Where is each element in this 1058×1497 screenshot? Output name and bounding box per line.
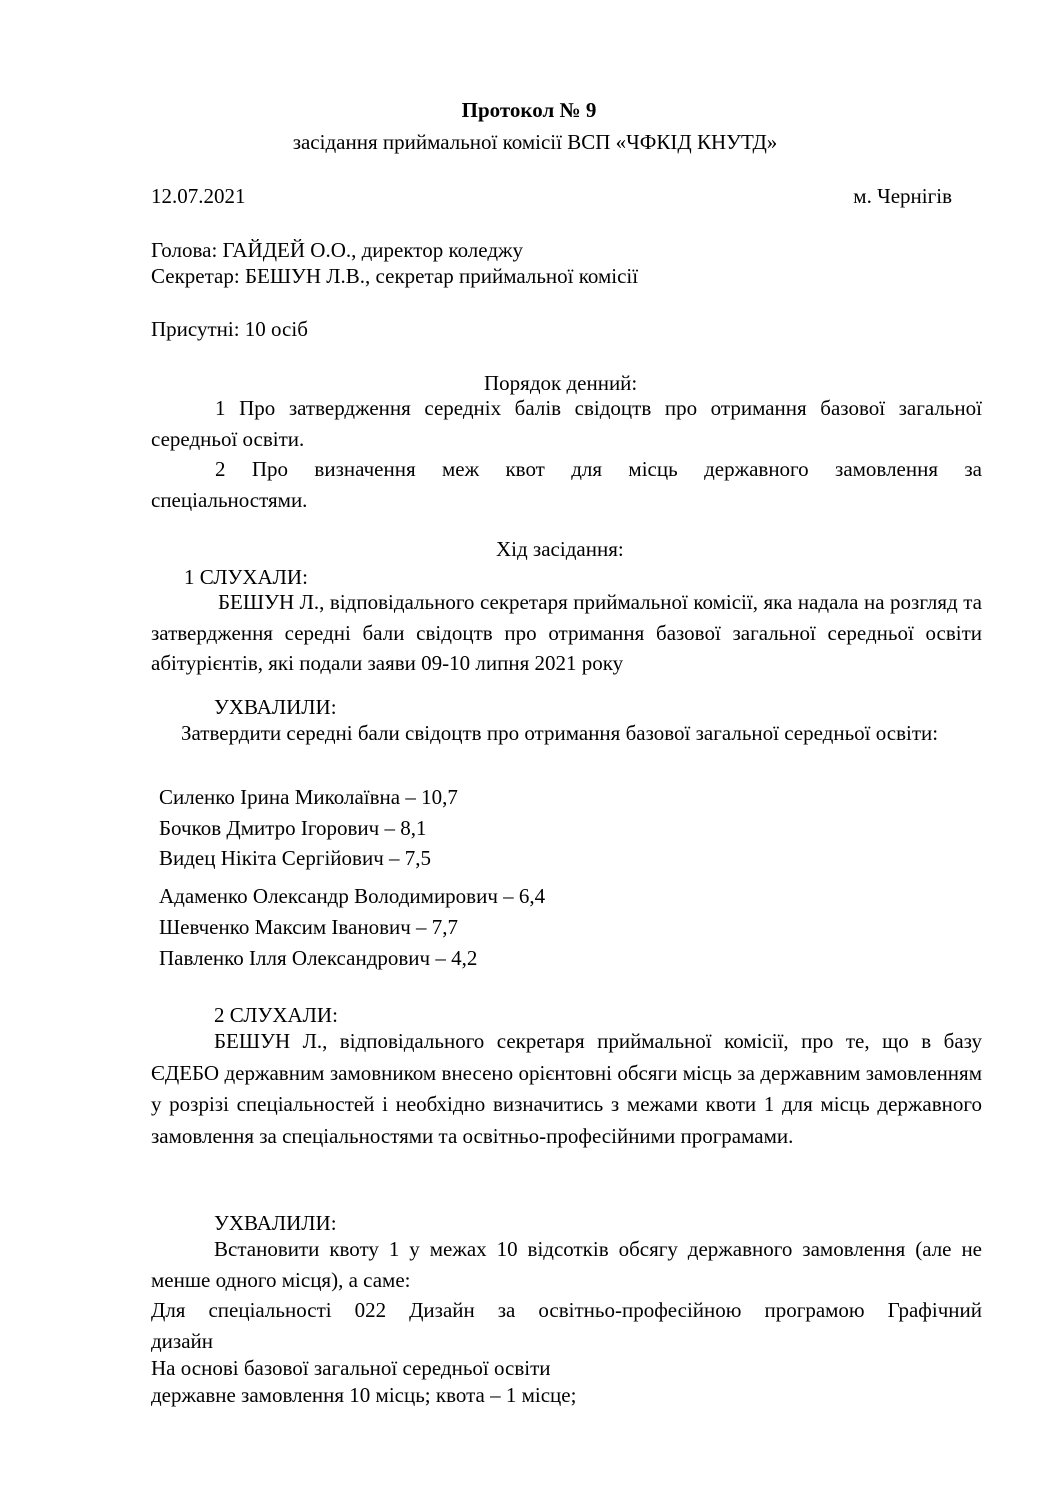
heard-2-text: БЕШУН Л., відповідального секретаря приймальної комісії, про те, що в базу ЄДЕБО державним замовником внесено орієнтовні обсяги місць за державним замовленням у розрізі спеціальностей і необхідно визначитись з межами квоти 1 для місць державного замовлення за спеціальностями та освітньо-професійними програмами.: [151, 1029, 982, 1148]
heard-2-label: 2 СЛУХАЛИ:: [214, 1003, 338, 1027]
present-line: Присутні: 10 осіб: [151, 317, 308, 341]
specialty-line: Для спеціальності 022 Дизайн за освітньо-професійною програмою Графічний дизайн: [151, 1298, 982, 1353]
meeting-city: м. Чернігів: [853, 184, 952, 208]
meeting-date: 12.07.2021: [151, 184, 246, 208]
decided-2-text: Встановити квоту 1 у межах 10 відсотків обсягу державного замовлення (але не менше одного місця), а саме:: [151, 1237, 982, 1292]
score-item: Шевченко Максим Іванович – 7,7: [159, 915, 459, 939]
protocol-subtitle: засідання приймальної комісії ВСП «ЧФКІД КНУТД»: [292, 130, 778, 154]
score-item: Силенко Ірина Миколаївна – 10,7: [159, 785, 458, 809]
quota-line: державне замовлення 10 місць; квота – 1 місце;: [151, 1383, 577, 1407]
score-item: Видец Нікіта Сергійович – 7,5: [159, 846, 432, 870]
decided-2-label: УХВАЛИЛИ:: [214, 1211, 337, 1235]
score-item: Адаменко Олександр Володимирович – 6,4: [159, 884, 546, 908]
agenda-item-2: 2 Про визначення меж квот для місць державного замовлення за спеціальностями.: [151, 457, 982, 512]
score-item: Павленко Ілля Олександрович – 4,2: [159, 946, 478, 970]
chair-line: Голова: ГАЙДЕЙ О.О., директор коледжу: [151, 238, 524, 262]
protocol-title: Протокол № 9: [461, 98, 597, 122]
heard-1-label: 1 СЛУХАЛИ:: [184, 565, 308, 589]
secretary-line: Секретар: БЕШУН Л.В., секретар приймальної комісії: [151, 264, 639, 288]
score-item: Бочков Дмитро Ігорович – 8,1: [159, 816, 427, 840]
heard-1-text: БЕШУН Л., відповідального секретаря приймальної комісії, яка надала на розгляд та затвердження середні бали свідоцтв про отримання базової загальної середньої освіти абітурієнтів, які подали заяви 09-10 липня 2021 року: [151, 590, 982, 675]
decided-1-text: Затвердити середні бали свідоцтв про отримання базової загальної середньої освіти:: [181, 721, 939, 745]
proceedings-heading: Хід засідання:: [496, 537, 624, 561]
agenda-heading: Порядок денний:: [484, 371, 638, 395]
decided-1-label: УХВАЛИЛИ:: [214, 695, 337, 719]
agenda-item-1: 1 Про затвердження середніх балів свідоцтв про отримання базової загальної середньої освіти.: [151, 396, 982, 451]
basis-line: На основі базової загальної середньої освіти: [151, 1356, 551, 1380]
